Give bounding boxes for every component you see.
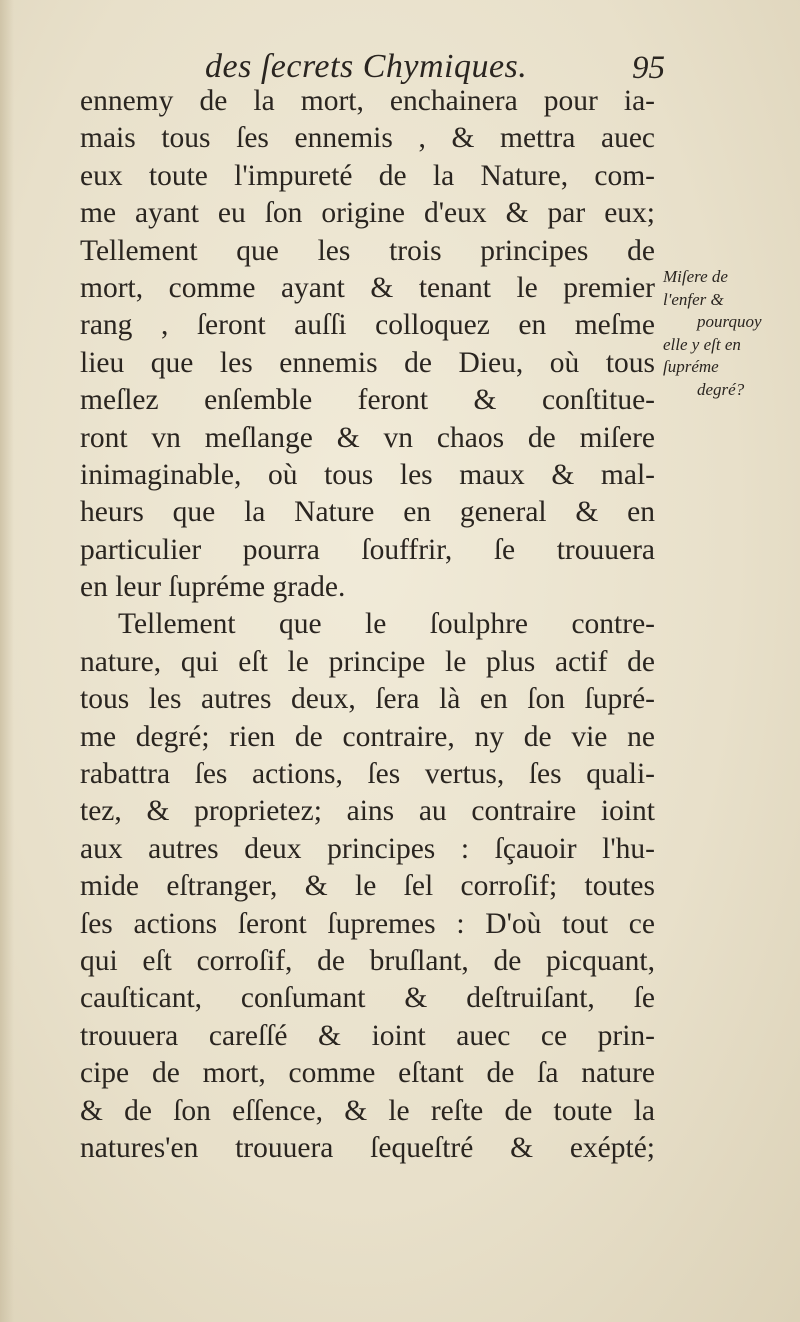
- text-line: rabattra ſes actions, ſes vertus, ſes quali-: [80, 758, 655, 791]
- text-line: me ayant eu ſon origine d'eux & par eux;: [80, 197, 655, 230]
- margin-note-line: elle y eſt en: [663, 334, 741, 354]
- text-line: rang , ſeront auſſi colloquez en meſme: [80, 309, 655, 342]
- text-line: me degré; rien de contraire, ny de vie ne: [80, 720, 655, 753]
- margin-note-line: degré?: [697, 379, 745, 399]
- text-line: aux autres deux principes : ſçauoir l'hu-: [80, 832, 655, 865]
- text-line: lieu que les ennemis de Dieu, où tous: [80, 346, 655, 379]
- text-line: & de ſon eſſence, & le reſte de toute la: [80, 1094, 655, 1127]
- margin-note-line: pourquoy: [697, 312, 762, 331]
- text-line: cauſticant, conſumant & deſtruiſant, ſe: [80, 982, 655, 1015]
- text-line: mais tous ſes ennemis , & mettra auec: [80, 122, 655, 155]
- text-line: tez, & proprietez; ains au contraire ioint: [80, 795, 655, 828]
- text-line: inimaginable, où tous les maux & mal-: [80, 458, 655, 491]
- text-line: qui eſt corroſif, de bruſlant, de picquant,: [80, 944, 655, 977]
- text-line: Tellement que le ſoulphre contre-: [118, 608, 655, 641]
- page-gutter-shadow: [0, 0, 14, 1322]
- text-line: ſes actions ſeront ſupremes : D'où tout ce: [80, 907, 655, 940]
- text-line: nature, qui eſt le principe le plus actif de: [80, 645, 655, 678]
- text-line: eux toute l'impureté de la Nature, com-: [80, 159, 655, 192]
- text-line: trouuera careſſé & ioint auec ce prin-: [80, 1019, 655, 1052]
- text-line: mort, comme ayant & tenant le premier: [80, 271, 655, 304]
- text-line: ennemy de la mort, enchainera pour ia-: [80, 85, 655, 117]
- text-line: meſlez enſemble feront & conſtitue-: [80, 384, 655, 417]
- body-text: [80, 83, 655, 1167]
- text-line: cipe de mort, comme eſtant de ſa nature: [80, 1057, 655, 1090]
- page-number: 95: [632, 50, 665, 86]
- text-line: ront vn meſlange & vn chaos de miſere: [80, 421, 655, 454]
- margin-note-line: l'enfer &: [663, 289, 724, 309]
- text-line: en leur ſupréme grade.: [80, 571, 346, 604]
- text-line: particulier pourra ſouffrir, ſe trouuera: [80, 533, 655, 566]
- running-title: des ſecrets Chymiques.: [205, 48, 528, 85]
- margin-note-line: Miſere de: [663, 267, 728, 286]
- text-line: heurs que la Nature en general & en: [80, 496, 655, 529]
- margin-note: [663, 266, 795, 401]
- text-line: mide eſtranger, & le ſel corroſif; toutes: [80, 870, 655, 903]
- text-line: Tellement que les trois principes de: [80, 234, 655, 267]
- text-line: tous les autres deux, ſera là en ſon ſupré-: [80, 683, 655, 716]
- margin-note-line: ſupréme: [663, 357, 719, 376]
- text-line: natures'en trouuera ſequeſtré & exépté;: [80, 1131, 655, 1164]
